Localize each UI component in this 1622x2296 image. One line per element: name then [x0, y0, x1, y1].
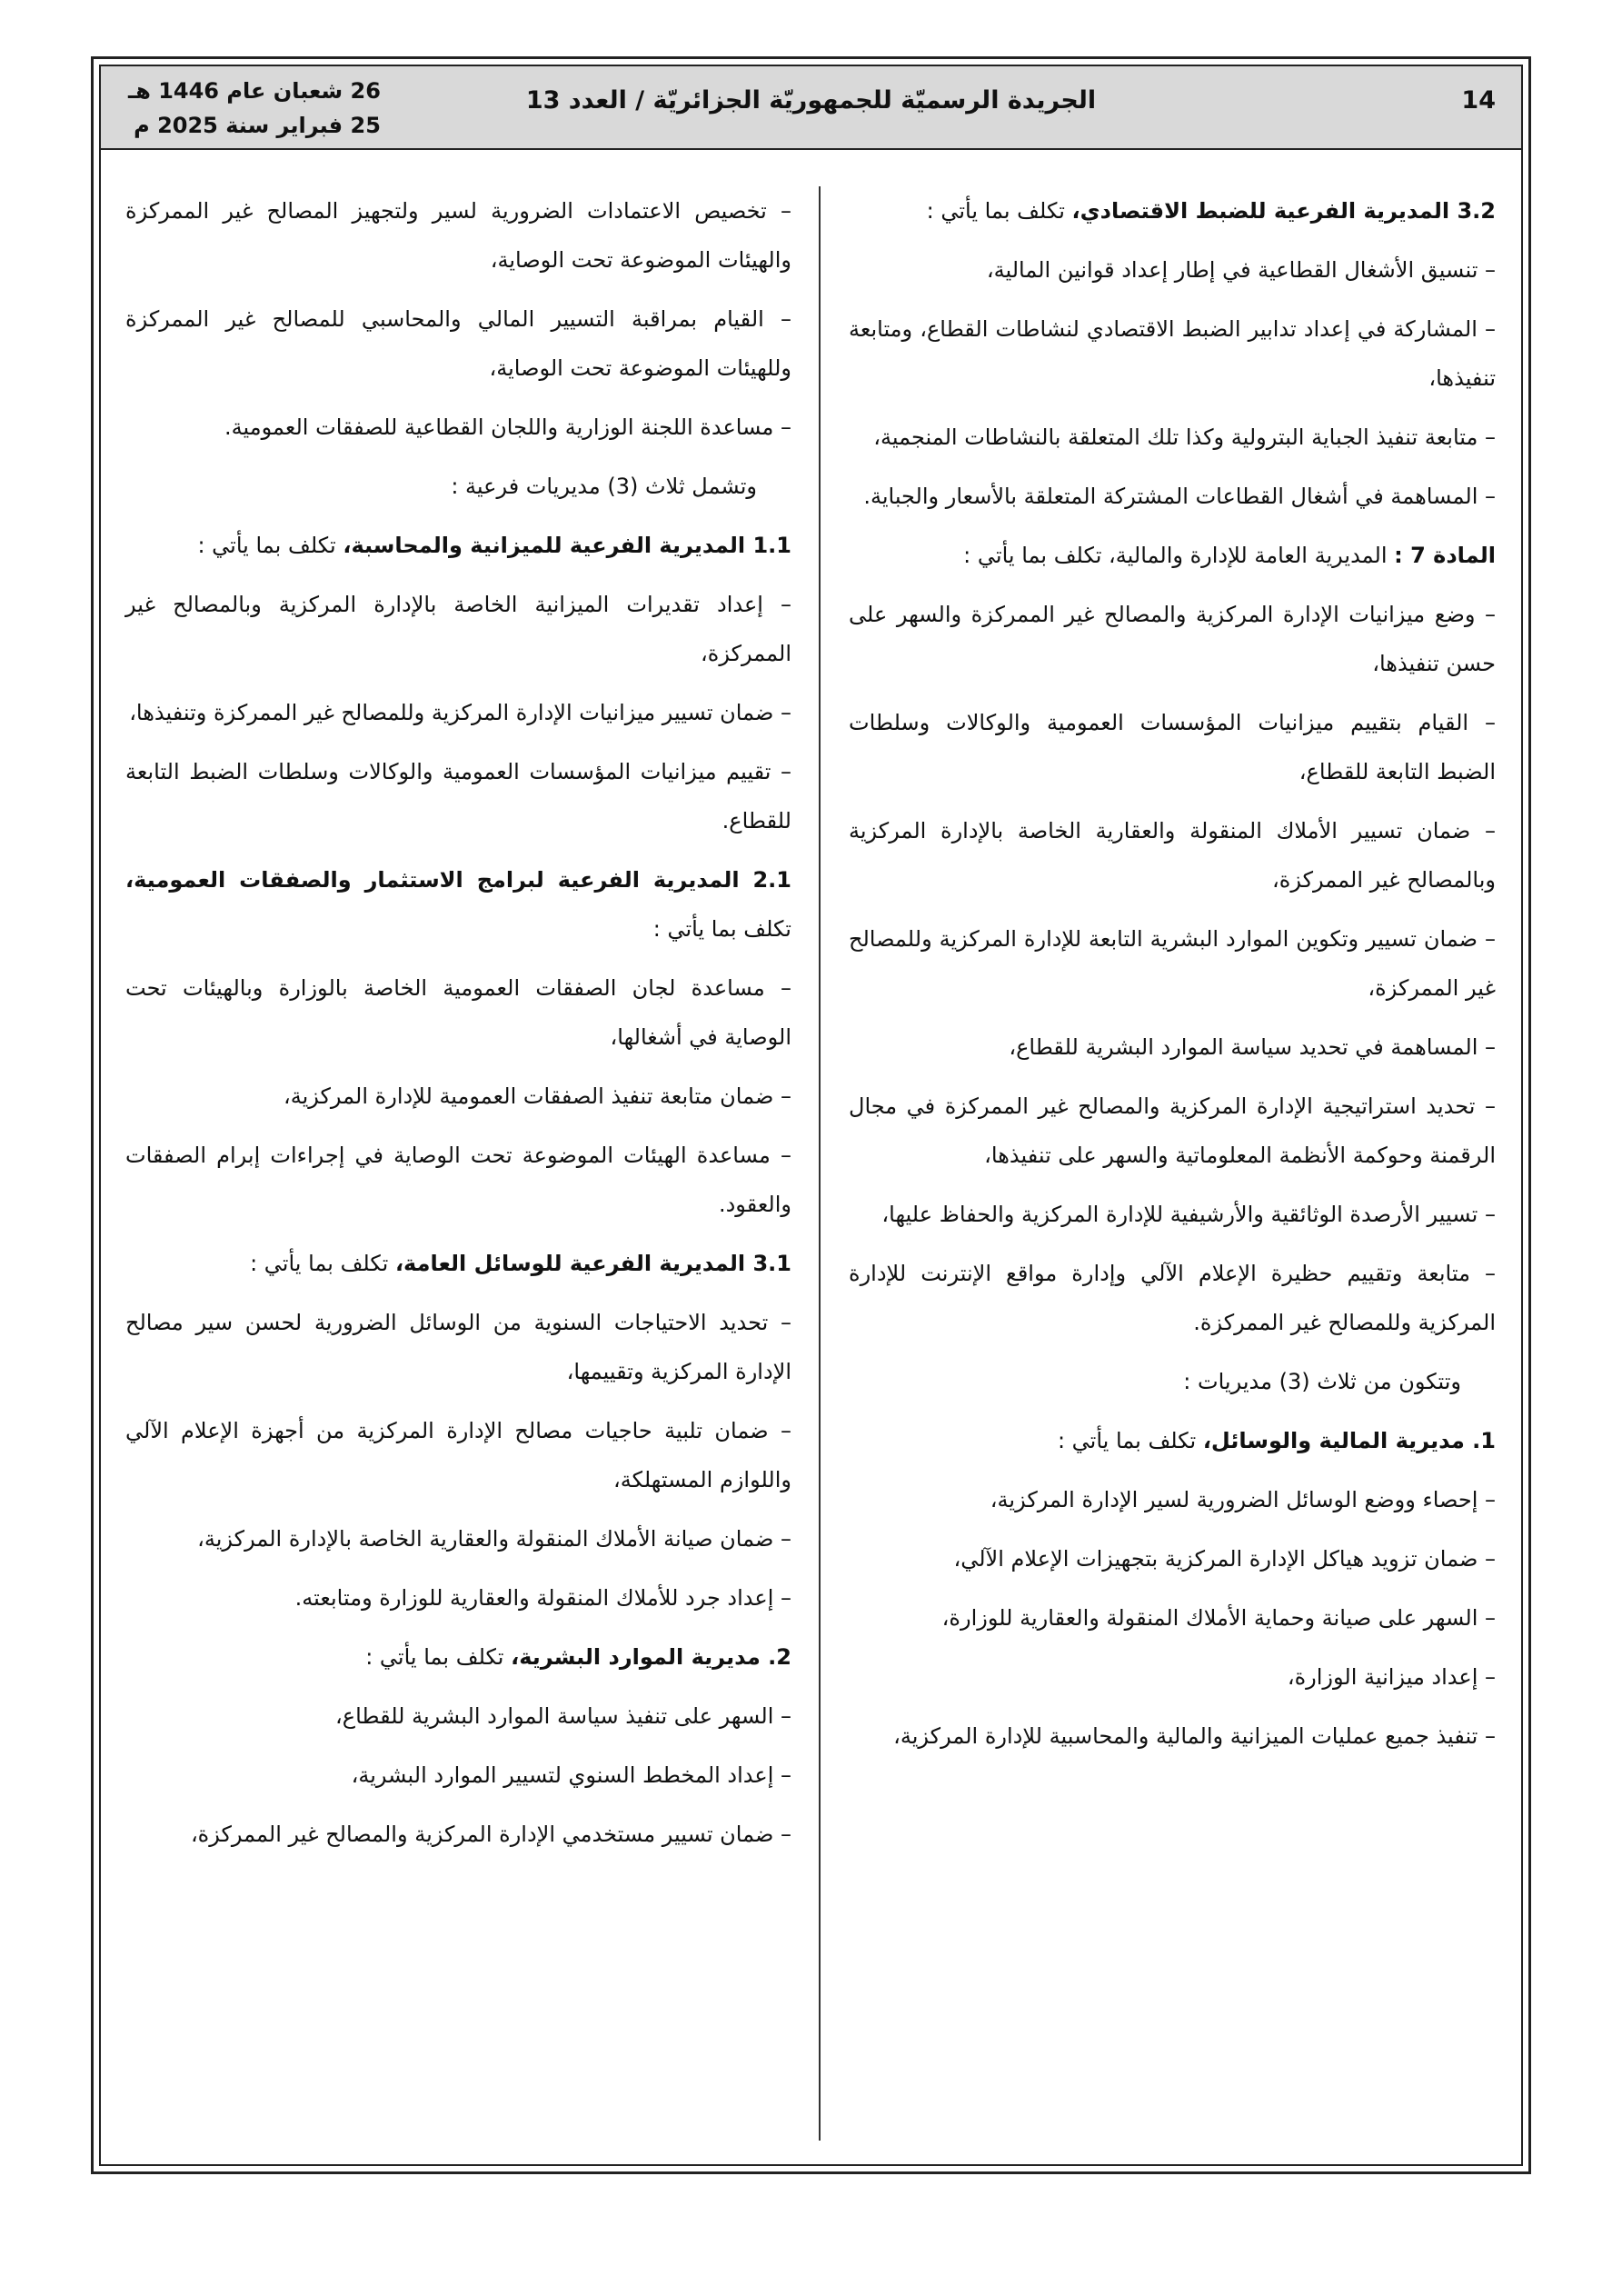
- list-item: – تنسيق الأشغال القطاعية في إطار إعداد قوانين المالية،: [986, 257, 1496, 283]
- section-heading-title: 1. مديرية المالية والوسائل،: [1202, 1428, 1496, 1453]
- page-header: [101, 66, 1521, 150]
- section-heading-text: تكلف بما يأتي :: [365, 1644, 512, 1670]
- list-item: – ضمان تزويد هياكل الإدارة المركزية بتجهيزات الإعلام الآلي،: [953, 1546, 1496, 1572]
- section-heading: [849, 186, 1496, 235]
- list-item: – إعداد ميزانية الوزارة،: [1287, 1664, 1496, 1690]
- list-item: – تحديد استراتيجية الإدارة المركزية والمصالح غير الممركزة في مجال الرقمنة وحوكمة الأنظمة المعلوماتية والسهر على تنفيذها،: [849, 1093, 1496, 1168]
- issue-date: [128, 74, 381, 143]
- list-item: – ضمان تلبية حاجيات مصالح الإدارة المركزية من أجهزة الإعلام الآلي واللوازم المستهلكة،: [125, 1418, 791, 1492]
- list-item: – متابعة وتقييم حظيرة الإعلام الآلي وإدارة مواقع الإنترنت للإدارة المركزية وللمصالح غير الممركزة.: [849, 1261, 1496, 1335]
- list-item: – ضمان صيانة الأملاك المنقولة والعقارية الخاصة بالإدارة المركزية،: [197, 1526, 791, 1552]
- list-item: – مساعدة الهيئات الموضوعة تحت الوصاية في إجراءات إبرام الصفقات والعقود.: [125, 1143, 791, 1217]
- list-item: – ضمان تسيير ميزانيات الإدارة المركزية وللمصالح غير الممركزة وتنفيذها،: [129, 700, 791, 725]
- section-heading-text: تكلف بما يأتي :: [926, 198, 1072, 224]
- left-column: [125, 186, 791, 1869]
- list-item: – القيام بمراقبة التسيير المالي والمحاسبي للمصالح غير الممركزة وللهيئات الموضوعة تحت الوصاية،: [125, 306, 791, 381]
- list-item: – إعداد المخطط السنوي لتسيير الموارد البشرية،: [351, 1762, 791, 1788]
- list-item: – تقييم ميزانيات المؤسسات العمومية والوكالات وسلطات الضبط التابعة للقطاع.: [125, 759, 791, 834]
- column-divider: [819, 186, 821, 2141]
- list-item: – تخصيص الاعتمادات الضرورية لسير ولتجهيز المصالح غير الممركزة والهيئات الموضوعة تحت الوصاية،: [125, 198, 791, 273]
- section-heading: [125, 1239, 791, 1288]
- list-item: – السهر على تنفيذ سياسة الموارد البشرية للقطاع،: [335, 1703, 791, 1729]
- list-item: – ضمان تسيير الأملاك المنقولة والعقارية الخاصة بالإدارة المركزية وبالمصالح غير الممركزة،: [849, 818, 1496, 893]
- section-heading-title: 3.2 المديرية الفرعية للضبط الاقتصادي،: [1071, 198, 1496, 224]
- list-item: – إعداد تقديرات الميزانية الخاصة بالإدارة المركزية وبالمصالح غير الممركزة،: [125, 592, 791, 666]
- intro-paragraph: وتتكون من ثلاث (3) مديريات :: [1183, 1369, 1461, 1394]
- list-item: – ضمان تسيير وتكوين الموارد البشرية التابعة للإدارة المركزية وللمصالح غير الممركزة،: [849, 926, 1496, 1001]
- section-heading: [125, 521, 791, 570]
- section-heading: [849, 1416, 1496, 1465]
- list-item: – تسيير الأرصدة الوثائقية والأرشيفية للإدارة المركزية والحفاظ عليها،: [881, 1202, 1496, 1227]
- intro-paragraph: وتشمل ثلاث (3) مديريات فرعية :: [451, 474, 757, 499]
- page-number: 14: [1461, 86, 1496, 115]
- right-column: [849, 186, 1496, 1771]
- list-item: – وضع ميزانيات الإدارة المركزية والمصالح غير الممركزة والسهر على حسن تنفيذها،: [849, 602, 1496, 676]
- date-gregorian: 25 فبراير سنة 2025 م: [134, 113, 381, 138]
- list-item: – القيام بتقييم ميزانيات المؤسسات العمومية والوكالات وسلطات الضبط التابعة للقطاع،: [849, 710, 1496, 784]
- section-heading-title: 3.1 المديرية الفرعية للوسائل العامة،: [394, 1251, 791, 1276]
- list-item: – السهر على صيانة وحماية الأملاك المنقولة والعقارية للوزارة،: [941, 1605, 1496, 1631]
- section-heading: [125, 1632, 791, 1682]
- list-item: – المساهمة في تحديد سياسة الموارد البشرية للقطاع،: [1009, 1034, 1496, 1060]
- list-item: – ضمان متابعة تنفيذ الصفقات العمومية للإدارة المركزية،: [283, 1083, 791, 1109]
- section-heading-title: 1.1 المديرية الفرعية للميزانية والمحاسبة،: [343, 533, 791, 558]
- list-item: – المشاركة في إعداد تدابير الضبط الاقتصادي لنشاطات القطاع، ومتابعة تنفيذها،: [849, 316, 1496, 391]
- list-item: – متابعة تنفيذ الجباية البترولية وكذا تلك المتعلقة بالنشاطات المنجمية،: [873, 424, 1496, 450]
- section-heading-text: تكلف بما يأتي :: [652, 916, 791, 942]
- gazette-title: الجريدة الرسميّة للجمهوريّة الجزائريّة / العدد 13: [525, 86, 1097, 115]
- list-item: – مساعدة لجان الصفقات العمومية الخاصة بالوزارة وبالهيئات تحت الوصاية في أشغالها،: [125, 975, 791, 1050]
- section-heading-text: تكلف بما يأتي :: [1057, 1428, 1203, 1453]
- list-item: – تنفيذ جميع عمليات الميزانية والمالية والمحاسبية للإدارة المركزية،: [893, 1723, 1496, 1749]
- date-hijri: 26 شعبان عام 1446 هـ: [128, 78, 381, 104]
- section-heading: [125, 855, 791, 953]
- list-item: – تحديد الاحتياجات السنوية من الوسائل الضرورية لحسن سير مصالح الإدارة المركزية وتقييمها،: [125, 1310, 791, 1384]
- list-item: – إحصاء ووضع الوسائل الضرورية لسير الإدارة المركزية،: [990, 1487, 1496, 1512]
- section-heading-title: 2.1 المديرية الفرعية لبرامج الاستثمار والصفقات العمومية،: [125, 867, 791, 893]
- section-heading-title: 2. مديرية الموارد البشرية،: [511, 1644, 791, 1670]
- list-item: – المساهمة في أشغال القطاعات المشتركة المتعلقة بالأسعار والجباية.: [863, 484, 1496, 509]
- list-item: – إعداد جرد للأملاك المنقولة والعقارية للوزارة ومتابعته.: [294, 1585, 791, 1611]
- list-item: – مساعدة اللجنة الوزارية واللجان القطاعية للصفقات العمومية.: [224, 414, 791, 440]
- section-heading: [849, 531, 1496, 580]
- section-heading-title: المادة 7 :: [1394, 543, 1496, 568]
- section-heading-text: المديرية العامة للإدارة والمالية، تكلف بما يأتي :: [963, 543, 1395, 568]
- section-heading-text: تكلف بما يأتي :: [197, 533, 343, 558]
- section-heading-text: تكلف بما يأتي :: [250, 1251, 395, 1276]
- list-item: – ضمان تسيير مستخدمي الإدارة المركزية والمصالح غير الممركزة،: [190, 1822, 791, 1847]
